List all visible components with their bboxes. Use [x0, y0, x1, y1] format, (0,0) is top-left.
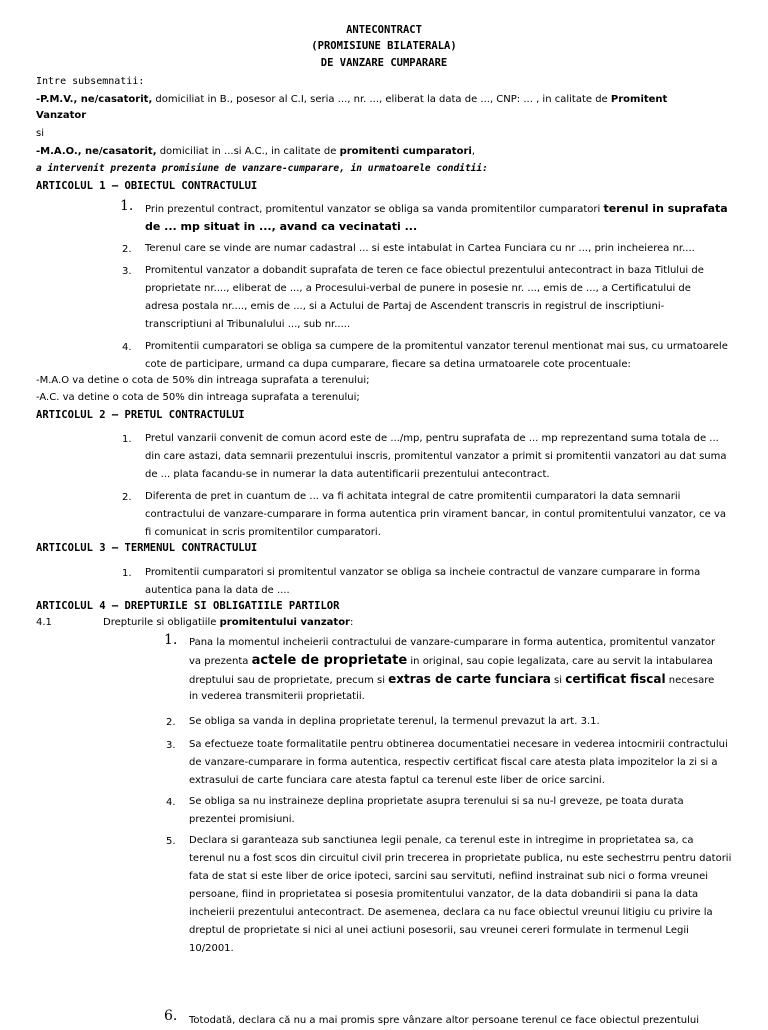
article-1-item-4-l2: cote de participare, urmand ca dupa cumparare, fiecare sa detina urmatoarele cote procentuale:	[145, 359, 631, 370]
party-1-role-cont: Vanzator	[36, 110, 87, 121]
item-text: va prezenta	[189, 656, 252, 667]
intro-conditions: a intervenit prezenta promisiune de vanzare-cumparare, in urmatoarele conditii:	[36, 163, 488, 174]
article-4-item-3-l3: extrasului de carte funciara care atesta faptul ca terenul este liber de orice sarcini.	[189, 775, 605, 786]
section-title-text: Drepturile si obligatiile	[103, 617, 220, 628]
document-title: ANTECONTRACT	[346, 24, 422, 36]
party-1-name: -P.M.V., ne/casatorit,	[36, 94, 153, 105]
item-emphasis: terenul in suprafata	[603, 202, 728, 215]
article-4-item-5-l3: fata de stat si este liber de orice ipoteci, sarcini sau servituti, nefiind instrainat sub nici o forma vreunei	[189, 871, 709, 882]
item-text: Prin prezentul contract, promitentul vanzator se obliga sa vanda promitentilor cumparatori	[145, 204, 604, 215]
article-4-item-2: Se obliga sa vanda in deplina proprietate terenul, la termenul prevazut la art. 3.1.	[189, 716, 600, 727]
article-4-item-6-l1: Totodată, declara că nu a mai promis spre vânzare altor persoane terenul ce face obiectul prezentului	[189, 1015, 700, 1026]
section-4-1-title	[103, 614, 353, 632]
item-text: dreptului sau de proprietate, precum si	[189, 675, 389, 686]
item-text: necesare	[665, 675, 715, 686]
share-line-1: -M.A.O va detine o cota de 50% din intreaga suprafata a terenului;	[36, 375, 370, 386]
party-2-name: -M.A.O., ne/casatorit,	[36, 146, 157, 157]
article-4-item-5-l7: 10/2001.	[189, 943, 234, 954]
party-2-details: domiciliat in ...si A.C., in calitate de	[156, 146, 340, 157]
party-2	[36, 143, 475, 161]
section-title-bold: promitentului vanzator	[219, 617, 350, 628]
list-number: 5.	[166, 836, 176, 847]
list-number: 1.	[122, 434, 132, 445]
article-1-item-2: Terenul care se vinde are numar cadastral ... si este intabulat in Cartea Funciara cu nr ..., prin incheierea nr....	[145, 243, 695, 254]
article-2-heading: ARTICOLUL 2 – PRETUL CONTRACTULUI	[36, 409, 245, 421]
article-1-item-4-l1: Promitentii cumparatori se obliga sa cumpere de la promitentul vanzator terenul mentionat mai sus, cu urmatoarele	[145, 341, 728, 352]
article-4-item-4-l2: prezentei promisiuni.	[189, 814, 295, 825]
list-number: 6.	[164, 1008, 178, 1024]
article-4-item-5-l4: persoane, fiind in proprietatea si posesia promitentului vanzator, de la data dobandirii si pana la data	[189, 889, 699, 900]
article-4-item-1-l2	[189, 652, 713, 671]
list-number: 2.	[122, 492, 132, 503]
party-1	[36, 91, 667, 109]
article-2-item-2-l3: fi comunicat in scris promitentilor cumparatori.	[145, 527, 381, 538]
list-number: 3.	[122, 266, 132, 277]
item-text: si	[550, 675, 566, 686]
article-2-item-2-l1: Diferenta de pret in cuantum de ... va fi achitata integral de catre promitentii cumparatori la data semnarii	[145, 491, 681, 502]
article-4-item-5-l6: dreptul de proprietate si nici al unei actiuni posesorii, sau vreunei cereri formulate in termenul Legii	[189, 925, 689, 936]
article-4-item-1-l4: in vederea transmiterii proprietatii.	[189, 691, 365, 702]
article-4-item-1-l3	[189, 670, 714, 690]
article-3-item-1-l1: Promitentii cumparatori si promitentul vanzator se obliga sa incheie contractul de vanzare cumparare in forma	[145, 567, 701, 578]
share-line-2: -A.C. va detine o cota de 50% din intreaga suprafata a terenului;	[36, 392, 360, 403]
article-1-item-3-l3: adresa postala nr...., emis de ..., si a Actului de Partaj de Ascendent transcris in registrul de inscriptiuni-	[145, 301, 665, 312]
list-number: 4.	[166, 797, 176, 808]
conjunction: si	[36, 128, 44, 139]
article-2-item-1-l1: Pretul vanzarii convenit de comun acord este de .../mp, pentru suprafata de ... mp reprezentand suma totala de ...	[145, 433, 719, 444]
article-4-item-1-l1: Pana la momentul incheierii contractului de vanzare-cumparare in forma autentica, promitentul vanzator	[189, 637, 716, 648]
list-number: 1.	[122, 568, 132, 579]
document-subtitle-2: DE VANZARE CUMPARARE	[320, 57, 448, 69]
article-4-heading: ARTICOLUL 4 – DREPTURILE SI OBLIGATIILE PARTILOR	[36, 600, 340, 612]
item-emphasis: extras de carte funciara	[388, 672, 551, 686]
list-number: 2.	[166, 717, 176, 728]
article-1-item-3-l1: Promitentul vanzator a dobandit suprafata de teren ce face obiectul prezentului antecontract in baza Titlului de	[145, 265, 704, 276]
item-emphasis: actele de proprietate	[251, 653, 408, 668]
article-2-item-1-l3: de ... plata facandu-se in numerar la data autentificarii prezentului antecontract.	[145, 469, 550, 480]
article-1-item-1	[145, 200, 728, 219]
article-1-item-3-l2: proprietate nr...., eliberat de ..., a Procesului-verbal de punere in posesie nr. ..., emis de ..., a Certificatului de	[145, 283, 691, 294]
article-1-item-1-cont: de ... mp situat in ..., avand ca vecinatati ...	[145, 220, 418, 233]
section-title-end: :	[350, 617, 354, 628]
article-4-item-5-l2: terenul nu a fost scos din circuitul civil prin trecerea in proprietate publica, nu este sechestrru pentru datorii	[189, 853, 732, 864]
intro-line: Intre subsemnatii:	[36, 76, 145, 87]
article-2-item-1-l2: din care astazi, data semnarii prezentului inscris, promitentul vanzator a primit si promitentii vanzatori au dat suma	[145, 451, 727, 462]
article-4-item-3-l1: Sa efectueze toate formalitatile pentru obtinerea documentatiei necesare in vederea intocmirii contractului	[189, 739, 728, 750]
item-emphasis: certificat fiscal	[565, 672, 666, 686]
list-number: 4.	[122, 342, 132, 353]
article-2-item-2-l2: contractului de vanzare-cumparare in forma autentica prin virament bancar, in contul promitentului vanzator, ce va	[145, 509, 727, 520]
party-1-role: Promitent	[610, 94, 668, 105]
party-2-role: promitenti cumparatori	[339, 146, 472, 157]
list-number: 1.	[120, 198, 134, 214]
list-number: 3.	[166, 740, 176, 751]
document-subtitle: (PROMISIUNE BILATERALA)	[311, 40, 457, 52]
list-number: 2.	[122, 244, 132, 255]
section-4-1-number: 4.1	[36, 617, 52, 628]
article-3-item-1-l2: autentica pana la data de ....	[145, 585, 290, 596]
article-4-item-5-l5: incheierii prezentului antecontract. De asemenea, declara ca nu face obiectul vreunui litigiu cu privire la	[189, 907, 713, 918]
party-1-details: domiciliat in B., posesor al C.I, seria ..., nr. ..., eliberat la data de ..., CNP: ... , in calitate de	[152, 94, 611, 105]
article-3-heading: ARTICOLUL 3 – TERMENUL CONTRACTULUI	[36, 542, 258, 554]
party-2-end: ,	[471, 146, 475, 157]
article-4-item-4-l1: Se obliga sa nu instraineze deplina proprietate asupra terenului si sa nu-l greveze, pe toata durata	[189, 796, 684, 807]
item-text: in original, sau copie legalizata, care au servit la intabularea	[407, 656, 713, 667]
article-1-item-3-l4: transcriptiuni al Tribunalului ..., sub nr.....	[145, 319, 351, 330]
article-4-item-5-l1: Declara si garanteaza sub sanctiunea legii penale, ca terenul este in intregime in proprietatea sa, ca	[189, 835, 694, 846]
list-number: 1.	[164, 632, 178, 648]
article-4-item-3-l2: de vanzare-cumparare in forma autentica, respectiv certificat fiscal care atesta plata impozitelor la zi si a	[189, 757, 718, 768]
article-1-heading: ARTICOLUL 1 – OBIECTUL CONTRACTULUI	[36, 180, 258, 192]
